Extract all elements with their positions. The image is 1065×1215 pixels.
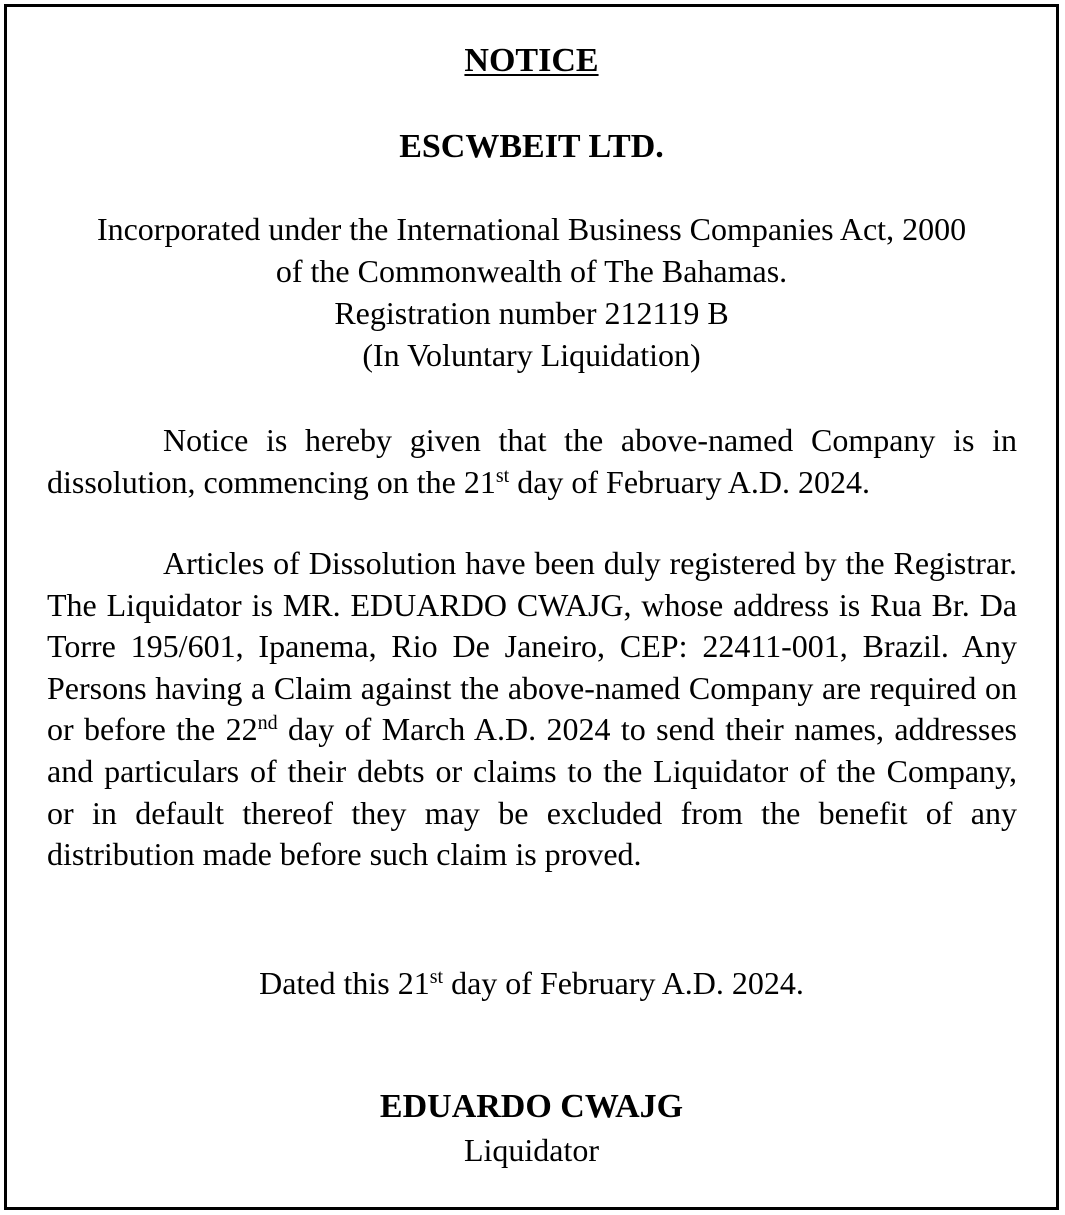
claims-text: Articles of Dissolution have been duly registered by the Registrar. The Liquidator is MR. EDUARDO CWAJG, whose address is Rua Br. Da Torre 195/601, Ipanema, Rio De Janeiro, CEP: 22411-001, Brazil. Any Persons having a Claim against the above-named Company are required on or before the 22 <box>47 545 1017 748</box>
registration-number-line: Registration number 212119 B <box>334 295 729 331</box>
ordinal-suffix: nd <box>257 712 278 735</box>
dated-text-end: day of February A.D. 2024. <box>443 965 804 1001</box>
incorporation-block <box>7 208 1056 376</box>
dissolution-text: Notice is hereby given that the above-named Company is in dissolution, commencing on the 21 <box>47 422 1017 500</box>
dissolution-paragraph <box>47 420 1017 503</box>
ordinal-suffix: st <box>429 966 444 988</box>
notice-title-text: NOTICE <box>464 42 599 79</box>
signatory-name: EDUARDO CWAJG <box>379 1088 684 1125</box>
claims-text-end: day of March A.D. 2024 to send their names, addresses and particulars of their debts or claims to the Liquidator of the Company, or in default thereof they may be excluded from the benefit of any distribution made before such claim is proved. <box>47 711 1018 873</box>
notice-title <box>7 41 1056 81</box>
signatory-role: Liquidator <box>463 1132 600 1168</box>
company-name: ESCWBEIT LTD. <box>399 128 664 165</box>
dated-line <box>7 962 1056 1004</box>
incorporation-line: Incorporated under the International Business Companies Act, 2000 <box>96 211 967 247</box>
dated-text: Dated this 21 <box>259 965 430 1001</box>
liquidation-status-line: (In Voluntary Liquidation) <box>362 337 701 373</box>
claims-paragraph <box>47 543 1017 876</box>
ordinal-suffix: st <box>495 464 510 487</box>
notice-frame <box>4 4 1059 1210</box>
jurisdiction-line: of the Commonwealth of The Bahamas. <box>275 253 788 289</box>
dissolution-text-end: day of February A.D. 2024. <box>509 463 871 500</box>
